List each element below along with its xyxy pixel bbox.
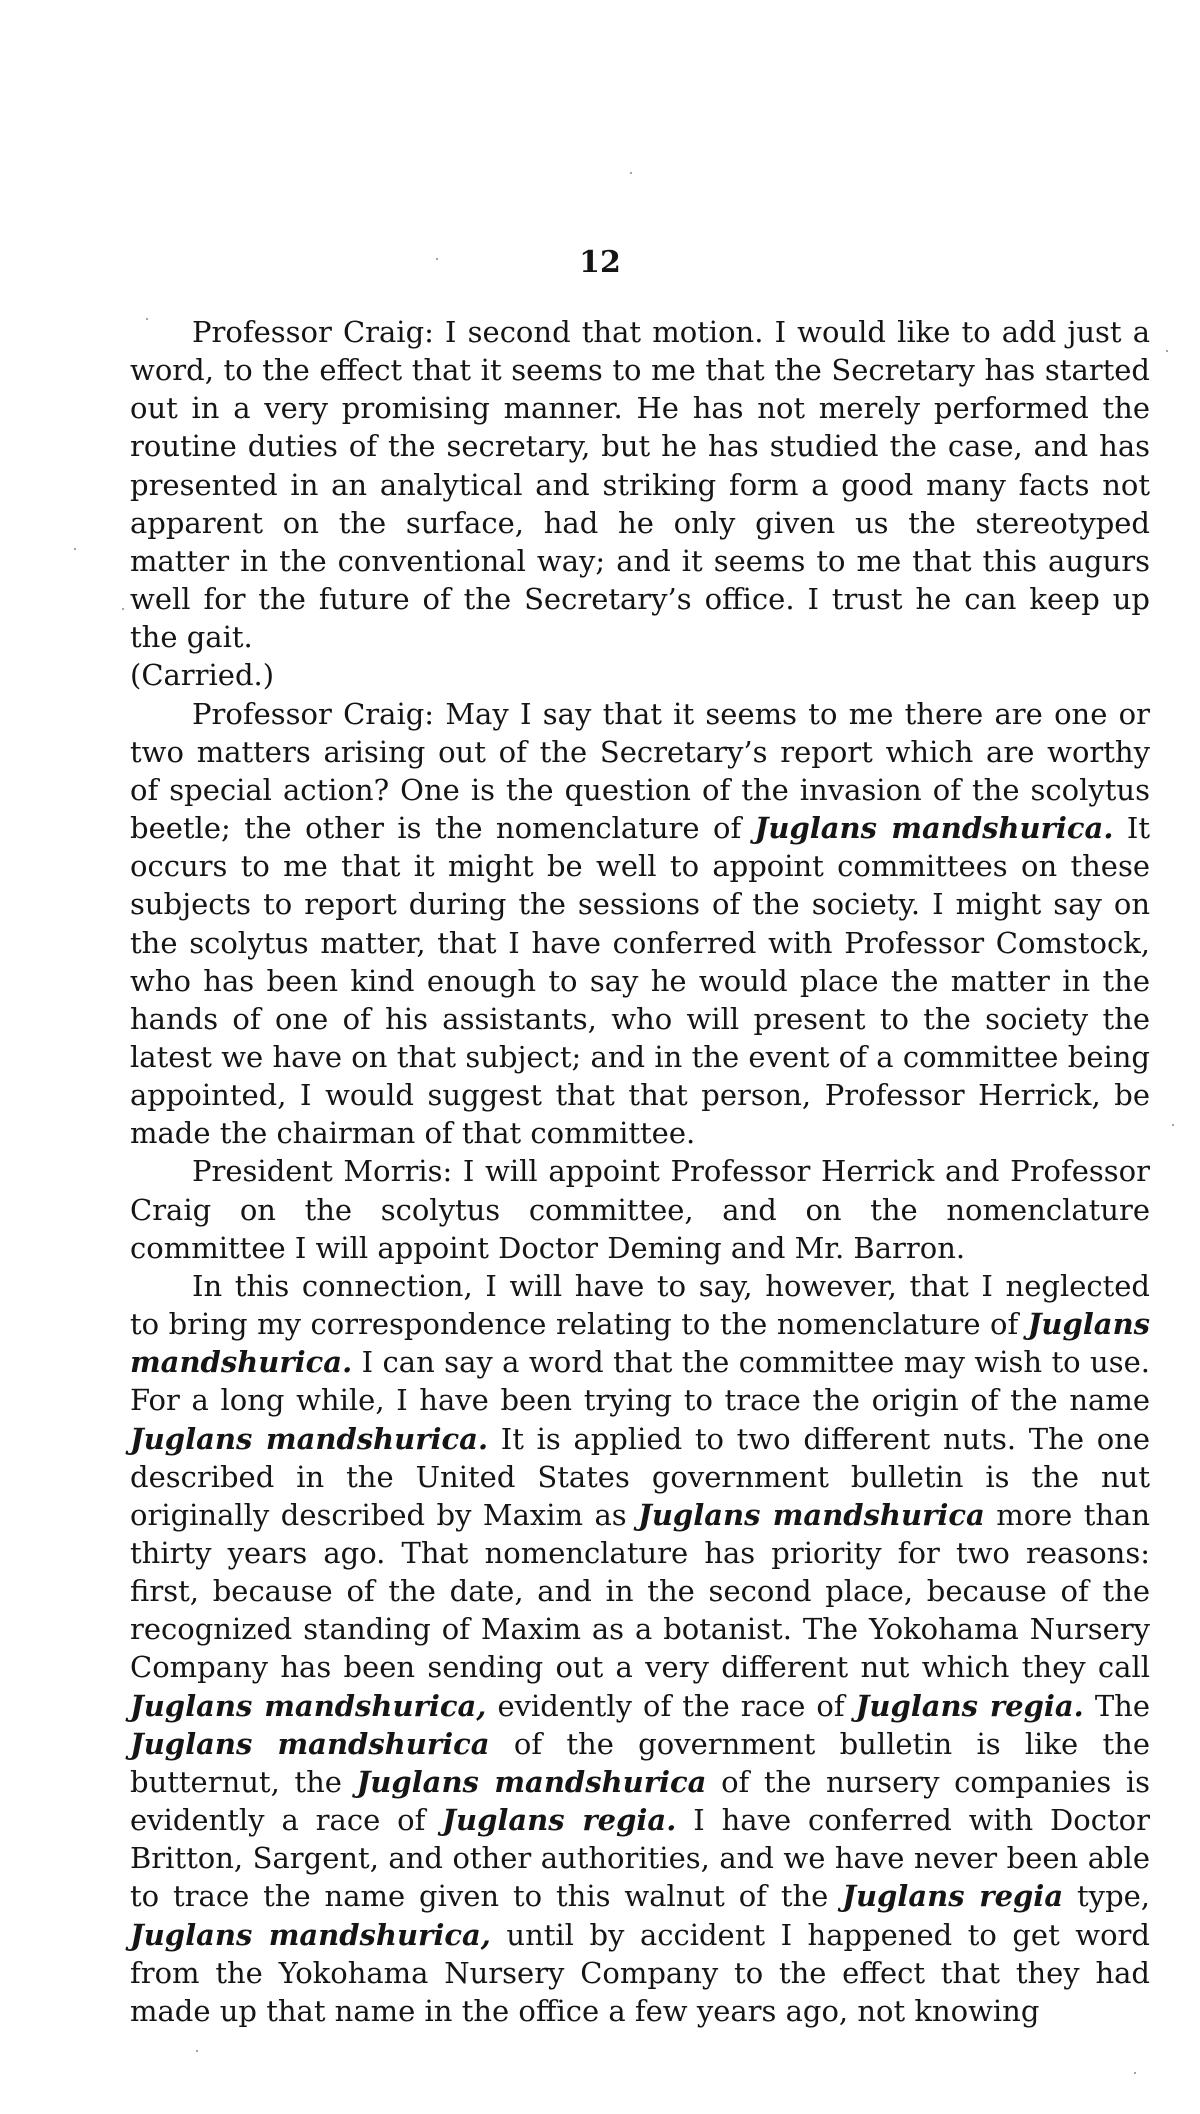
scan-speck (196, 2050, 198, 2052)
text-run: (Carried.) (130, 658, 275, 693)
text-run: It is applied to two different nuts. The one described in the United States government bulletin is the nut originally described by Maxim as (130, 1421, 1150, 1532)
text-run: I have conferred with Doctor Britton, Sargent, and other authorities, and we have never been able to trace the name given to this walnut of the (130, 1803, 1150, 1914)
text-run: It occurs to me that it might be well to appoint committees on these subjects to report during the sessions of the society. I might say on the scolytus matter, that I have conferred with Professor Comstock, who has been kind enough to say he would place the matter in the hands of one of his assistants, who will present to the society the latest we have on that subject; and in the event of a committee being appointed, I would suggest that that person, Professor Herrick, be made the chairman of that committee. (130, 811, 1150, 1151)
text-run: Professor Craig: May I say that it seems to me there are one or two matters arising out of the Secretary’s report which are worthy of special action? One is the question of the invasion of the scolytus beetle; the other is the nomenclature of (130, 696, 1150, 846)
paragraph-craig-second (130, 313, 1150, 656)
scan-speck (74, 548, 76, 550)
species-name: Juglans mandshurica. (754, 811, 1114, 846)
species-name: Juglans regia. (442, 1803, 677, 1838)
text-run: President Morris: I will appoint Professor Herrick and Professor Craig on the scolytus committee, and on the nomenclature committee I will appoint Doctor Deming and Mr. Barron. (130, 1154, 1150, 1265)
text-run: evidently of the race of (486, 1688, 856, 1723)
species-name: Juglans regia. (855, 1688, 1084, 1723)
text-run: I can say a word that the committee may wish to use. For a long while, I have been trying to trace the origin of the name (130, 1345, 1150, 1418)
paragraph-morris-appointment (130, 1152, 1150, 1266)
scan-speck (1134, 2072, 1136, 2074)
species-name: Juglans mandshurica (356, 1764, 707, 1799)
text-run: Professor Craig: I second that motion. I would like to add just a word, to the effect that it seems to me that the Secretary has started out in a very promising manner. He has not merely performed the routine duties of the secretary, but he has studied the case, and has presented in an analytical and striking form a good many facts not apparent on the surface, had he only given us the stereotyped matter in the conventional way; and it seems to me that this augurs well for the future of the Secretary’s office. I trust he can keep up the gait. (130, 315, 1150, 655)
scan-speck (1166, 350, 1168, 352)
text-run: more than thirty years ago. That nomenclature has priority for two reasons: first, because of the date, and in the second place, because of the recognized standing of Maxim as a botanist. The Yokohama Nursery Company has been sending out a very different nut which they call (130, 1497, 1151, 1685)
species-name: Juglans regia (842, 1879, 1064, 1914)
scan-speck (1172, 1124, 1174, 1126)
text-run: of the government bulletin is like the butternut, the (130, 1726, 1150, 1799)
species-name: Juglans mandshurica. (130, 1307, 1150, 1380)
text-run: until by accident I happened to get word from the Yokohama Nursery Company to the effect that they had made up that name in the office a few years ago, not knowing (130, 1917, 1150, 2028)
body-text (130, 313, 1150, 2030)
text-run: type, (1063, 1879, 1151, 1914)
species-name: Juglans mandshurica. (130, 1421, 489, 1456)
scan-speck (122, 608, 124, 610)
species-name: Juglans mandshurica (130, 1726, 490, 1761)
paragraph-craig-committees (130, 695, 1150, 1153)
scan-speck (630, 172, 632, 174)
paragraph-carried (130, 656, 1150, 694)
paragraph-juglans-nomenclature (130, 1267, 1150, 2030)
species-name: Juglans mandshurica, (130, 1917, 491, 1952)
text-run: of the nursery companies is evidently a race of (130, 1764, 1150, 1838)
text-run: The (1083, 1688, 1151, 1723)
page-number: 12 (579, 245, 621, 280)
species-name: Juglans mandshurica (638, 1497, 985, 1532)
species-name: Juglans mandshurica, (130, 1688, 487, 1723)
text-run: In this connection, I will have to say, however, that I neglected to bring my correspondence relating to the nomenclature of (130, 1268, 1150, 1342)
